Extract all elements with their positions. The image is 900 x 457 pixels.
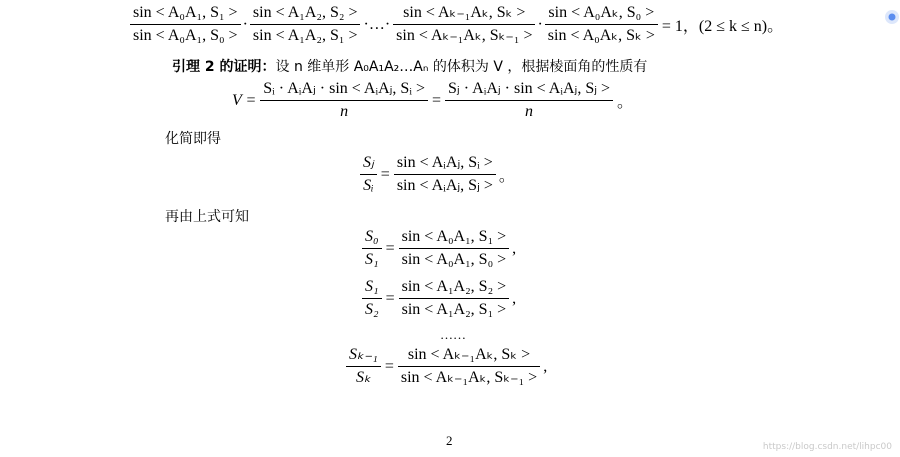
- fraction-numerator: sin < Aₖ₋₁Aₖ, Sₖ >: [403, 4, 526, 21]
- fraction-numerator: sin < AᵢAⱼ, Sᵢ >: [396, 154, 493, 171]
- fraction-denominator: S₂: [365, 301, 379, 318]
- fraction-denominator: sin < A₀A₁, S₀ >: [133, 27, 238, 44]
- period: 。: [617, 94, 634, 111]
- fraction-numerator: S₁: [365, 278, 379, 295]
- equation-row: [362, 276, 516, 321]
- fraction-denominator: sin < Aₖ₋₁Aₖ, Sₖ₋₁ >: [400, 369, 538, 386]
- equation-row: [362, 226, 516, 271]
- fraction-numerator: Sₖ₋₁: [349, 346, 378, 363]
- equation-row: [346, 344, 547, 389]
- ratio-lhs: [360, 152, 377, 197]
- watermark: https://blog.csdn.net/lihpc00: [762, 442, 892, 452]
- fraction-denominator: S₁: [365, 251, 379, 268]
- fraction-numerator: sin < A₀A₁, S₁ >: [401, 228, 507, 245]
- ratio-rhs: [394, 152, 496, 197]
- fraction-denominator: n: [525, 103, 534, 120]
- fraction-numerator: sin < A₀A₁, S₁ >: [133, 4, 238, 21]
- equation-tail: = 1，(2 ≤ k ≤ n)。: [661, 18, 784, 35]
- equals-sign: =: [385, 289, 395, 307]
- lemma-line: [172, 56, 647, 76]
- middle-dots: ·…·: [363, 15, 391, 33]
- extension-icon[interactable]: [885, 10, 899, 24]
- fraction-numerator: sin < A₀Aₖ, S₀ >: [548, 4, 655, 21]
- equals-sign: =: [431, 91, 441, 109]
- fraction-numerator: sin < A₁A₂, S₂ >: [252, 4, 358, 21]
- equation-rhs: [399, 276, 510, 321]
- fraction-denominator: sin < AᵢAⱼ, Sⱼ >: [396, 177, 493, 194]
- fraction-4: [545, 2, 658, 47]
- lemma-label: 引理 2 的证明：: [172, 59, 276, 75]
- fraction-numerator: sin < A₁A₂, S₂ >: [401, 278, 507, 295]
- equation-rhs: [399, 226, 510, 271]
- fraction-denominator: sin < A₀Aₖ, Sₖ >: [547, 27, 655, 44]
- volume-fraction-1: [260, 78, 428, 123]
- equation-lhs: [362, 226, 382, 271]
- equation-rhs: [398, 344, 540, 389]
- fraction-denominator: sin < A₁A₂, S₁ >: [401, 301, 507, 318]
- equals-sign: =: [380, 165, 390, 183]
- comma: ,: [512, 239, 517, 257]
- equation-lhs: [346, 344, 381, 389]
- fraction-numerator: Sⱼ: [363, 154, 374, 171]
- fraction-numerator: S₀: [365, 228, 379, 245]
- fraction-denominator: sin < A₁A₂, S₁ >: [252, 27, 358, 44]
- fraction-denominator: sin < Aₖ₋₁Aₖ, Sₖ₋₁ >: [396, 27, 533, 44]
- equals-sign: =: [384, 357, 394, 375]
- fraction-numerator: sin < Aₖ₋₁Aₖ, Sₖ >: [407, 346, 531, 363]
- fraction-1: [130, 2, 241, 47]
- comma: ,: [512, 289, 517, 307]
- equals-sign: =: [385, 239, 395, 257]
- product-equation: $\frac{\text{sin < A₀A₁, S₁ >}}{\text{sin < A₀A₁, S₀ >}}$ · $\frac{\text{sin < A₁A₂, S₂ >}}{\text{sin < A₁A₂, S₁ >}}$ ·…· $\frac{\text{sin < Aₖ₋₁Aₖ, Sₖ >}}{\text{sin < Aₖ₋₁Aₖ, Sₖ₋₁ >}}$ · $\frac{\text{sin < A₀Aₖ, S₀ >}}{\text{sin < A₀Aₖ, Sₖ >}}$ = 1，(2 ≤ k ≤ n)。: [130, 2, 783, 47]
- fraction-denominator: n: [340, 103, 349, 120]
- fraction-numerator: Sⱼ · AᵢAⱼ · sin < AᵢAⱼ, Sⱼ >: [448, 80, 611, 97]
- ellipsis: ……: [440, 327, 466, 342]
- volume-equation: [232, 78, 633, 123]
- ratio-equation: [360, 152, 515, 197]
- lemma-text: 设 n 维单形 A₀A₁A₂…Aₙ 的体积为 V ，根据棱面角的性质有: [275, 59, 648, 75]
- fraction-2: [250, 2, 361, 47]
- fraction-denominator: Sᵢ: [363, 177, 374, 194]
- equation-lhs: [362, 276, 382, 321]
- period: 。: [498, 168, 515, 185]
- comma: ,: [543, 357, 548, 375]
- volume-lhs: V =: [232, 91, 257, 109]
- fraction-denominator: sin < A₀A₁, S₀ >: [401, 251, 507, 268]
- again-text: 再由上式可知: [165, 209, 249, 225]
- page-number: 2: [446, 433, 453, 448]
- fraction-3: [393, 2, 535, 47]
- fraction-numerator: Sᵢ · AᵢAⱼ · sin < AᵢAⱼ, Sᵢ >: [263, 80, 425, 97]
- fraction-denominator: Sₖ: [356, 369, 371, 386]
- volume-fraction-2: [445, 78, 613, 123]
- simplify-text: 化简即得: [165, 131, 221, 147]
